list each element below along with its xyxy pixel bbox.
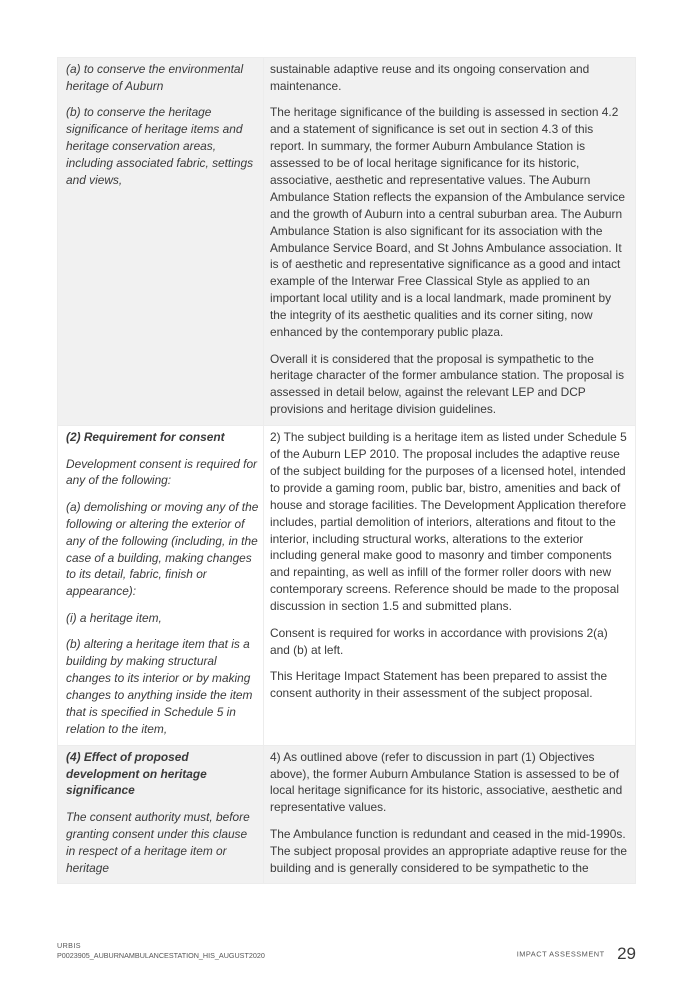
discussion-paragraph: The Ambulance function is redundant and ceased in the mid-1990s. The subject proposal provides an appropriate adaptive reuse for the building and is generally considered to be sympathetic to the	[270, 826, 627, 875]
discussion-cell	[264, 745, 636, 884]
discussion-paragraph: Overall it is considered that the proposal is sympathetic to the heritage character of the former ambulance station. The proposal is assessed in detail below, against the relevant LEP and DCP provisions and heritage division guidelines.	[270, 351, 625, 417]
discussion-cell	[264, 58, 636, 426]
table-body	[58, 58, 636, 884]
discussion-paragraph: sustainable adaptive reuse and its ongoing conservation and maintenance.	[270, 62, 590, 93]
footer-right	[517, 944, 636, 964]
page-footer	[57, 941, 636, 961]
clause-cell	[58, 58, 264, 426]
page-number: 29	[617, 944, 636, 963]
footer-section-title: IMPACT ASSESSMENT	[516, 949, 605, 959]
clause-text: (b) altering a heritage item that is a building by making structural changes to its interior or by making changes to anything inside the item that is specified in Schedule 5 in relation to the item,	[66, 637, 253, 736]
discussion-paragraph: This Heritage Impact Statement has been prepared to assist the consent authority in their assessment of the subject proposal.	[270, 668, 608, 700]
discussion-paragraph: Consent is required for works in accordance with provisions 2(a) and (b) at left.	[270, 625, 608, 657]
table-row	[58, 58, 636, 426]
discussion-cell	[264, 426, 636, 746]
table-row	[58, 426, 636, 746]
table-row	[58, 745, 636, 884]
clause-heading: (4) Effect of proposed development on heritage significance	[66, 749, 207, 798]
footer-brand: URBIS	[57, 941, 81, 950]
clause-text: (a) demolishing or moving any of the following or altering the exterior of any of the following (including, in the case of a building, making changes to its detail, fabric, finish or appearance):	[66, 499, 259, 599]
clause-text: (a) to conserve the environmental heritage of Auburn	[66, 62, 244, 93]
clause-text: (b) to conserve the heritage significance of heritage items and heritage conservation areas, including associated fabric, settings and views,	[66, 105, 254, 187]
clause-text: Development consent is required for any of the following:	[66, 456, 258, 488]
clause-cell	[58, 745, 264, 884]
discussion-paragraph: The heritage significance of the building is assessed in section 4.2 and a statement of significance is set out in section 4.3 of this report. In summary, the former Auburn Ambulance Station is assessed to be of local heritage significance for its historic, associative, aesthetic and representative values. The Auburn Ambulance Station reflects the expansion of the Ambulance service and the growth of Auburn into a central suburban area. The Auburn Ambulance Station is also significant for its association with the Ambulance Service Board, and St Johns Ambulance association. It is of aesthetic and representative significance as a good and intact example of the Interwar Free Classical Style as applied to an important local utility and is a local landmark, made prominent by the integrity of its aesthetic qualities and its corner siting, now enhanced by the contemporary public plaza.	[270, 105, 625, 340]
footer-doc-ref: P0023905_AUBURNAMBULANCESTATION_HIS_AUGUST2020	[57, 951, 265, 960]
discussion-paragraph: 2) The subject building is a heritage item as listed under Schedule 5 of the Auburn LEP 2010. The proposal includes the adaptive reuse of the subject building for the purposes of a licensed hotel, intended to provide a gaming room, public bar, bistro, amenities and back of house and storage facilities. The Development Application therefore includes, partial demolition of interiors, alterations and fitout to the interior, including structural works, alterations to the exterior including general make good to masonry and timber components and repainting, as well as infill of the former roller doors with new contemporary screens. Reference should be made to the proposal discussion in section 1.5 and submitted plans.	[270, 430, 627, 614]
discussion-paragraph: 4) As outlined above (refer to discussion in part (1) Objectives above), the former Auburn Ambulance Station is assessed to be of local heritage significance for its historic, associative, aesthetic and representative values.	[270, 749, 623, 815]
clause-text: (i) a heritage item,	[66, 610, 162, 625]
heritage-assessment-table	[57, 57, 636, 884]
clause-text: The consent authority must, before granting consent under this clause in respect of a heritage item or heritage	[66, 809, 250, 875]
clause-cell	[58, 426, 264, 746]
clause-heading: (2) Requirement for consent	[66, 430, 225, 445]
